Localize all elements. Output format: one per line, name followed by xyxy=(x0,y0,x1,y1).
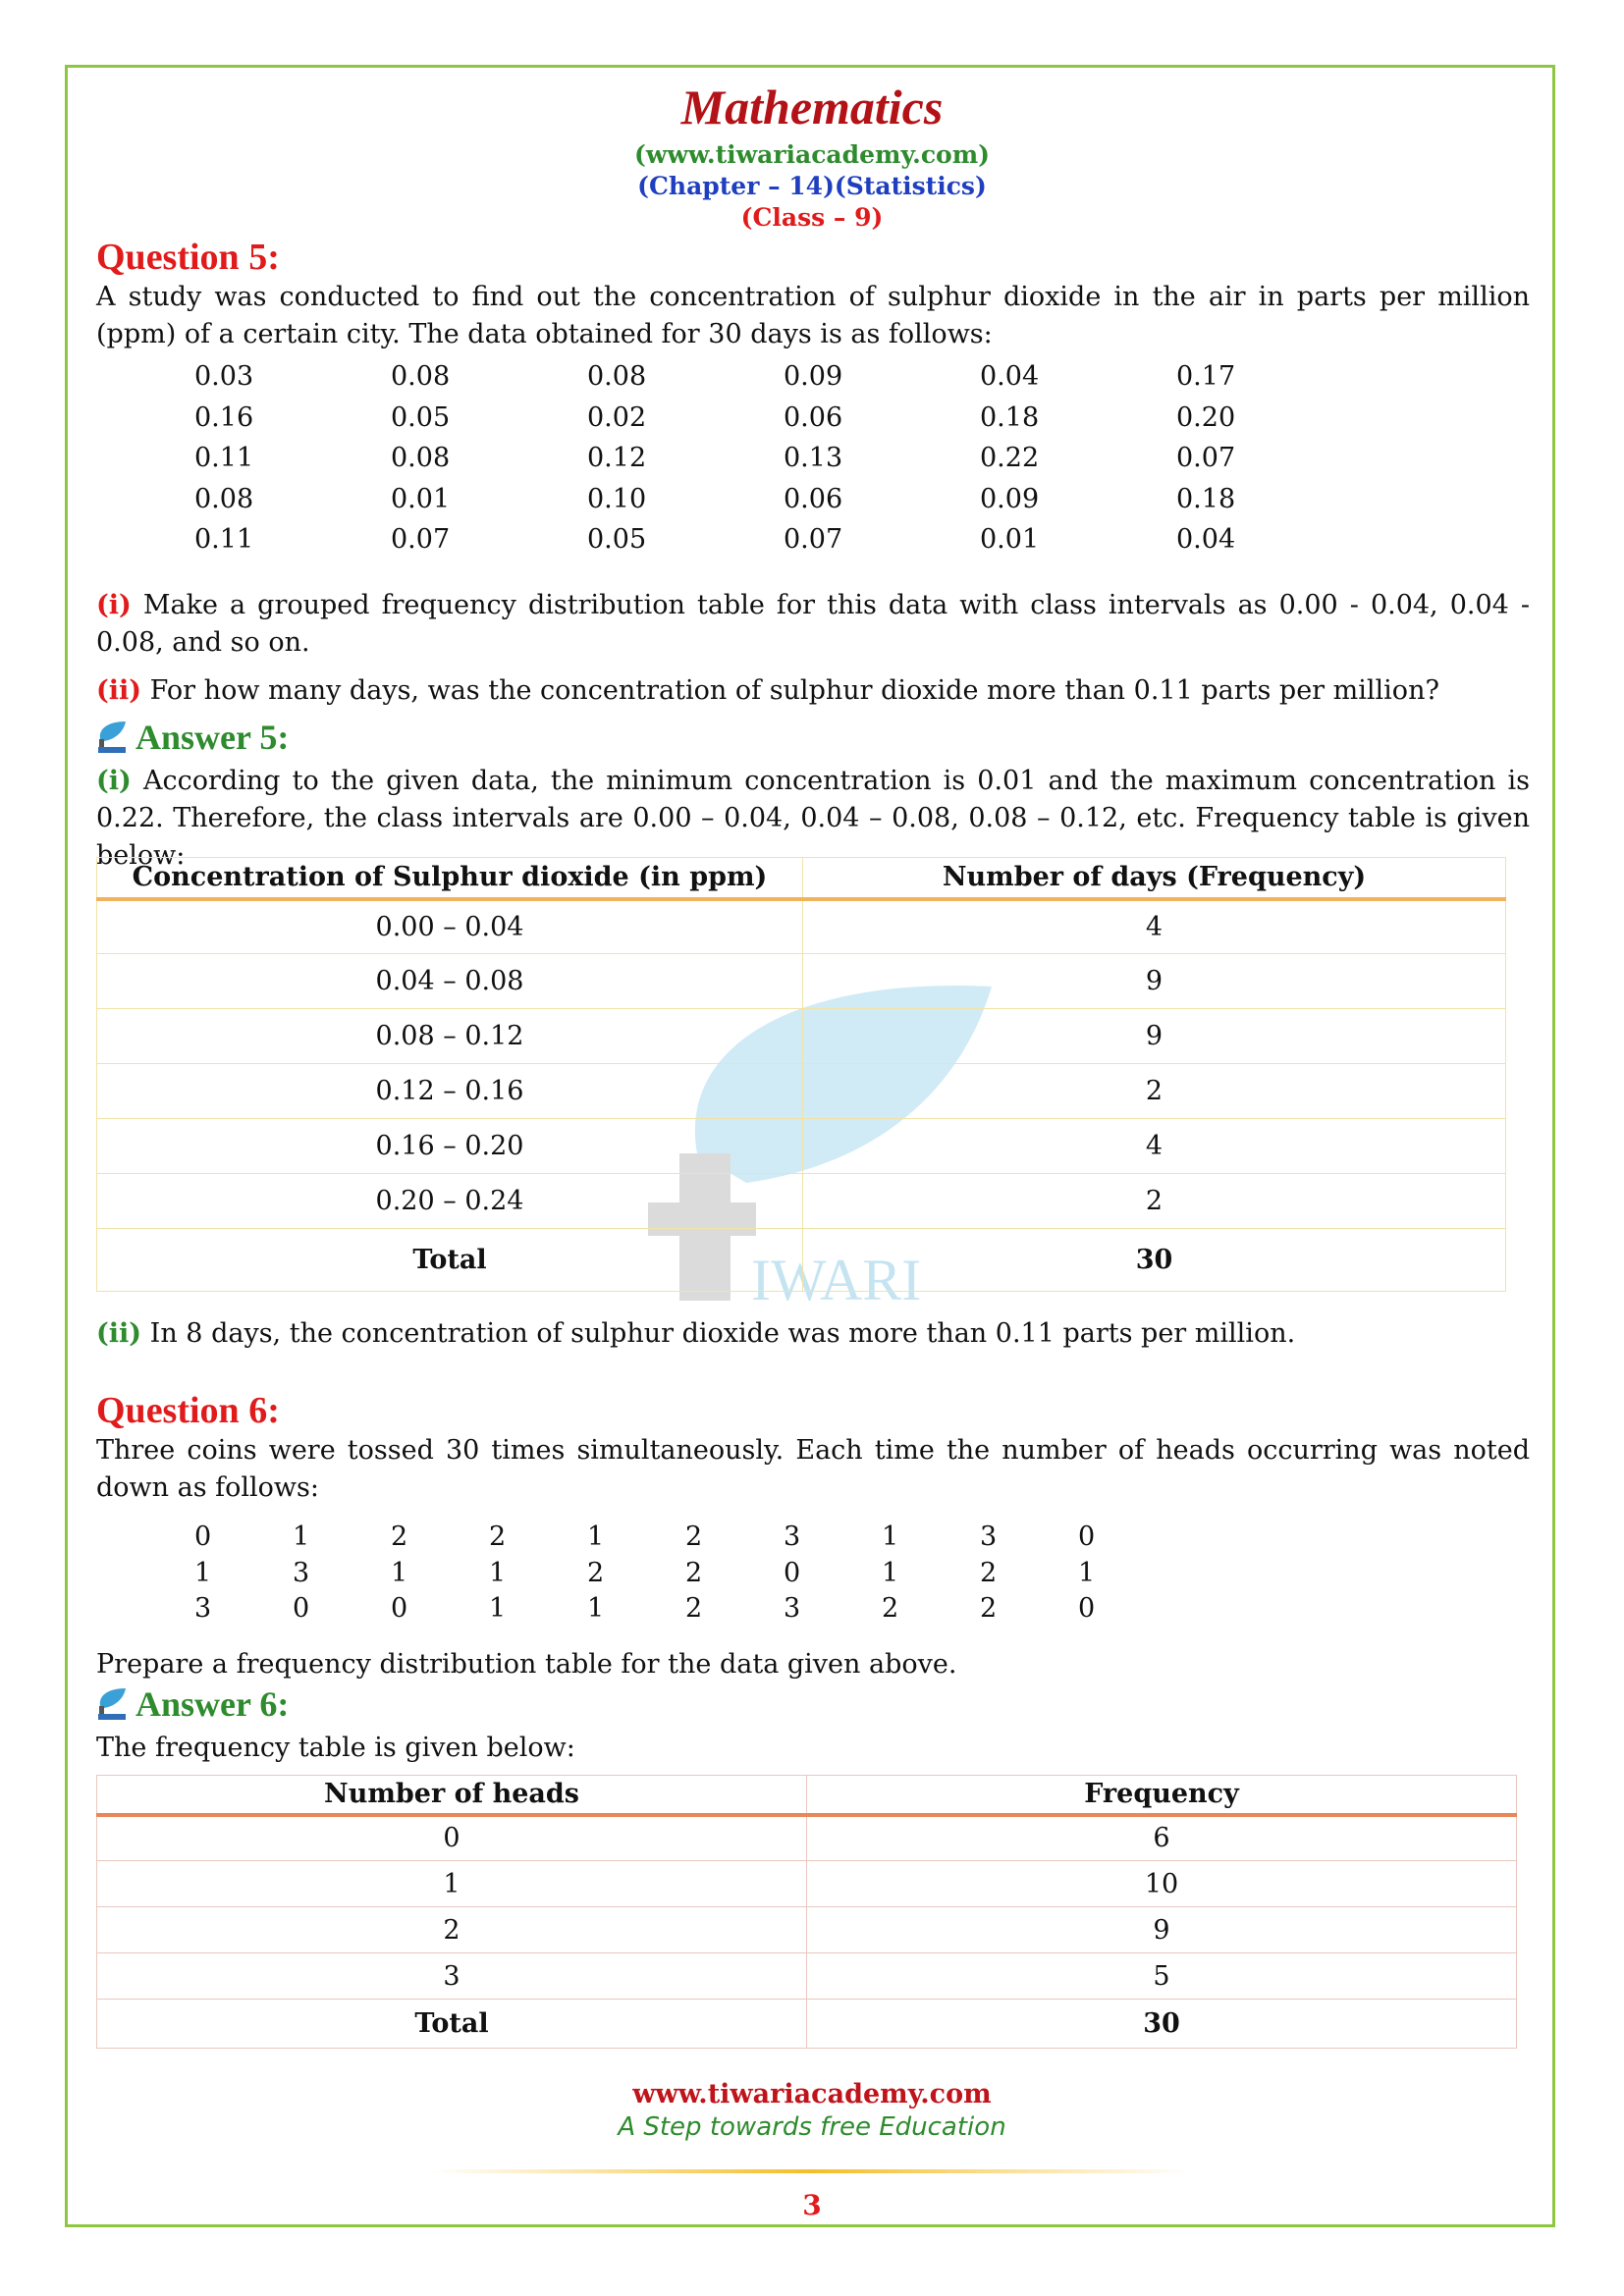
question-6-heading: Question 6: xyxy=(96,1390,280,1431)
data-value: 1 xyxy=(489,1557,507,1588)
table-cell: 0.12 – 0.16 xyxy=(97,1064,803,1119)
table-header-row xyxy=(97,858,1506,899)
table-row xyxy=(97,1174,1506,1229)
data-value: 3 xyxy=(784,1522,801,1552)
data-value: 2 xyxy=(587,1557,605,1588)
data-value: 1 xyxy=(882,1522,899,1552)
table-total-row xyxy=(97,2000,1517,2049)
total-value: 30 xyxy=(803,1229,1506,1292)
part-text: According to the given data, the minimum concentration is 0.01 and the maximum concentration is 0.22. Therefore, the class intervals are 0.00 – 0.04, 0.04 – 0.08, 0.08 – 0.12, etc. Frequency table is given below: xyxy=(96,766,1530,871)
page-number: 3 xyxy=(802,2189,822,2221)
table-cell: 1 xyxy=(97,1861,807,1907)
data-value: 0.05 xyxy=(587,524,647,555)
data-value: 0.04 xyxy=(980,361,1040,392)
table-cell: 0.04 – 0.08 xyxy=(97,954,803,1009)
table-cell: 0.08 – 0.12 xyxy=(97,1009,803,1064)
data-value: 1 xyxy=(587,1593,605,1624)
table-row xyxy=(97,1953,1517,2000)
table-row xyxy=(97,899,1506,954)
data-value: 2 xyxy=(685,1557,703,1588)
data-value: 1 xyxy=(293,1522,310,1552)
table-cell: 10 xyxy=(807,1861,1517,1907)
footer-url: www.tiwariacademy.com xyxy=(632,2079,992,2109)
data-value: 3 xyxy=(293,1557,310,1588)
data-value: 2 xyxy=(489,1522,507,1552)
part-text: In 8 days, the concentration of sulphur dioxide was more than 0.11 parts per million. xyxy=(149,1318,1296,1349)
data-value: 3 xyxy=(784,1593,801,1624)
table-row xyxy=(97,1815,1517,1861)
data-value: 0.13 xyxy=(784,443,843,473)
data-value: 0.08 xyxy=(391,443,451,473)
data-value: 2 xyxy=(882,1593,899,1624)
table-cell: 2 xyxy=(97,1907,807,1953)
answer-6-heading: Answer 6: xyxy=(135,1684,290,1724)
footer-divider xyxy=(432,2169,1192,2173)
data-value: 1 xyxy=(1078,1557,1096,1588)
part-label: (ii) xyxy=(96,675,142,706)
answer-5-heading: Answer 5: xyxy=(135,718,290,757)
data-value: 0.07 xyxy=(391,524,451,555)
data-value: 0.06 xyxy=(784,401,843,433)
data-value: 0.06 xyxy=(784,483,843,514)
data-value: 0.05 xyxy=(391,401,451,433)
part-label: (ii) xyxy=(96,1318,142,1349)
part-label: (i) xyxy=(96,590,132,620)
table-cell: 0.20 – 0.24 xyxy=(97,1174,803,1229)
data-value: 1 xyxy=(882,1557,899,1588)
data-value: 2 xyxy=(980,1557,998,1588)
data-value: 3 xyxy=(194,1593,212,1624)
page-title: Mathematics xyxy=(680,80,944,134)
data-value: 0 xyxy=(1078,1593,1096,1624)
data-value: 0.18 xyxy=(980,401,1040,433)
table-cell: 9 xyxy=(803,954,1506,1009)
question-5-part-ii xyxy=(96,672,1530,710)
data-value: 0.09 xyxy=(784,361,843,392)
data-value: 0 xyxy=(1078,1522,1096,1552)
data-value: 1 xyxy=(489,1593,507,1624)
table-total-row xyxy=(97,1229,1506,1292)
data-value: 0.01 xyxy=(980,524,1040,555)
table-cell: 9 xyxy=(807,1907,1517,1953)
data-value: 0.10 xyxy=(587,483,647,514)
data-value: 0.16 xyxy=(194,401,254,433)
table-cell: 4 xyxy=(803,899,1506,954)
total-value: 30 xyxy=(807,2000,1517,2049)
data-value: 0 xyxy=(784,1557,801,1588)
data-value: 0.12 xyxy=(587,443,647,473)
header-website: (www.tiwariacademy.com) xyxy=(633,140,990,169)
table-row xyxy=(97,1119,1506,1174)
table-header-cell: Number of days (Frequency) xyxy=(803,858,1506,899)
data-value: 1 xyxy=(194,1557,212,1588)
table-cell: 5 xyxy=(807,1953,1517,2000)
data-value: 0.01 xyxy=(391,483,451,514)
question-5-heading: Question 5: xyxy=(96,237,280,278)
data-value: 2 xyxy=(685,1522,703,1552)
data-value: 0.18 xyxy=(1176,483,1236,514)
table-cell: 4 xyxy=(803,1119,1506,1174)
data-value: 0.02 xyxy=(587,401,647,433)
watermark-text: IWARI xyxy=(751,1248,922,1312)
data-value: 3 xyxy=(980,1522,998,1552)
question-6-prompt: Prepare a frequency distribution table for the data given above. xyxy=(96,1649,957,1680)
data-value: 0.07 xyxy=(1176,443,1236,473)
data-value: 0.08 xyxy=(391,361,451,392)
data-value: 0 xyxy=(194,1522,212,1552)
data-value: 0.03 xyxy=(194,361,254,392)
table-row xyxy=(97,1907,1517,1953)
table-row xyxy=(97,954,1506,1009)
table-cell: 0 xyxy=(97,1815,807,1861)
total-label: Total xyxy=(97,1229,803,1292)
data-value: 0 xyxy=(391,1593,408,1624)
table-cell: 2 xyxy=(803,1064,1506,1119)
answer-5-frequency-table xyxy=(96,857,1506,1292)
data-value: 2 xyxy=(391,1522,408,1552)
question-5-part-i xyxy=(96,587,1530,662)
question-5-text: A study was conducted to find out the concentration of sulphur dioxide in the air in parts per million (ppm) of a certain city. The data obtained for 30 days is as follows: xyxy=(96,282,1530,349)
table-row xyxy=(97,1064,1506,1119)
table-row xyxy=(97,1861,1517,1907)
total-label: Total xyxy=(97,2000,807,2049)
part-text: For how many days, was the concentration of sulphur dioxide more than 0.11 parts per million? xyxy=(149,675,1439,706)
table-row xyxy=(97,1009,1506,1064)
table-cell: 9 xyxy=(803,1009,1506,1064)
data-value: 2 xyxy=(980,1593,998,1624)
table-header-cell: Concentration of Sulphur dioxide (in ppm) xyxy=(97,858,803,899)
question-6-text: Three coins were tossed 30 times simultaneously. Each time the number of heads occurring was noted down as follows: xyxy=(96,1435,1530,1503)
data-value: 0.20 xyxy=(1176,401,1236,433)
footer-tagline: A Step towards free Education xyxy=(618,2112,1006,2142)
data-value: 0.09 xyxy=(980,483,1040,514)
table-cell: 2 xyxy=(803,1174,1506,1229)
part-text: Make a grouped frequency distribution table for this data with class intervals as 0.00 - 0.04, 0.04 - 0.08, and so on. xyxy=(96,590,1530,658)
table-cell: 0.16 – 0.20 xyxy=(97,1119,803,1174)
header-class: (Class – 9) xyxy=(740,203,884,232)
data-value: 0.08 xyxy=(587,361,647,392)
leaf-logo-icon xyxy=(96,720,128,755)
data-value: 0.22 xyxy=(980,443,1040,473)
table-cell: 0.00 – 0.04 xyxy=(97,899,803,954)
data-value: 0.08 xyxy=(194,483,254,514)
data-value: 1 xyxy=(391,1557,408,1588)
header-chapter: (Chapter – 14)(Statistics) xyxy=(637,172,987,200)
data-value: 0.07 xyxy=(784,524,843,555)
answer-6-frequency-table xyxy=(96,1775,1517,2049)
data-value: 2 xyxy=(685,1593,703,1624)
data-value: 0.11 xyxy=(194,524,254,555)
table-cell: 6 xyxy=(807,1815,1517,1861)
data-value: 0 xyxy=(293,1593,310,1624)
table-cell: 3 xyxy=(97,1953,807,2000)
answer-5-part-ii xyxy=(96,1315,1530,1353)
table-header-cell: Frequency xyxy=(807,1776,1517,1815)
table-header-row xyxy=(97,1776,1517,1815)
table-header-cell: Number of heads xyxy=(97,1776,807,1815)
leaf-logo-icon xyxy=(96,1686,128,1722)
data-value: 1 xyxy=(587,1522,605,1552)
data-value: 0.17 xyxy=(1176,361,1236,392)
answer-6-intro: The frequency table is given below: xyxy=(96,1733,575,1763)
part-label: (i) xyxy=(96,766,132,796)
data-value: 0.04 xyxy=(1176,524,1236,555)
data-value: 0.11 xyxy=(194,443,254,473)
